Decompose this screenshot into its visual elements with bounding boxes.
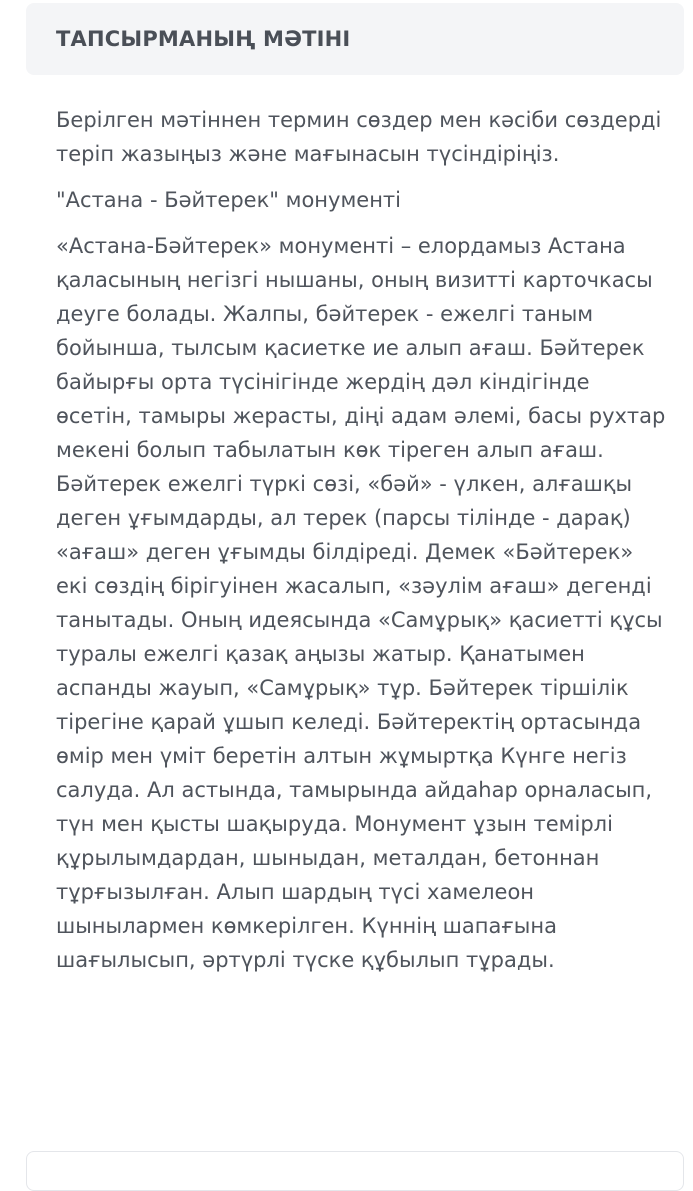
task-title: ТАПСЫРМАНЫҢ МӘТІНІ (56, 27, 351, 51)
task-text (56, 103, 666, 989)
text-subtitle: "Астана - Бәйтерек" монументі (56, 188, 402, 212)
text-body: «Астана-Бәйтерек» монументі – елордамыз Астана қаласының негізгі нышаны, оның визитті карточкасы деуге болады. Жалпы, бәйтерек - ежелгі таным бойынша, тылсым қасиетке ие алып ағаш. Бәйтерек байырғы орта түсінігінде жердің дәл кіндігінде өсетін, тамыры жерасты, діңі адам әлемі, басы рухтар мекені болып табылатын көк тіреген алып ағаш. Бәйтерек ежелгі түркі сөзі, «бәй» - үлкен, алғашқы деген ұғымдарды, ал терек (парсы тілінде - дарақ) «ағаш» деген ұғымды білдіреді. Демек «Бәйтерек» екі сөздің бірігуінен жасалып, «зәулім ағаш» дегенді танытады. Оның идеясында «Самұрық» қасиетті құсы туралы ежелгі қазақ аңызы жатыр. Қанатымен аспанды жауып, «Самұрық» тұр. Бәйтерек тіршілік тірегіне қарай ұшып келеді. Бәйтеректің ортасында өмір мен үміт беретін алтын жұмыртқа Күнге негіз салуда. Ал астында, тамырында айдаһар орналасып, түн мен қысты шақыруда. Монумент ұзын темірлі құрылымдардан, шыныдан, металдан, бетоннан тұрғызылған. Алып шардың түсі хамелеон шынылармен көмкерілген. Күннің шапағына шағылысып, әртүрлі түске құбылып тұрады. (56, 234, 666, 972)
task-instruction: Берілген мәтіннен термин сөздер мен кәсіби сөздерді теріп жазыңыз және мағынасын түсіндіріңіз. (56, 108, 662, 166)
task-header (26, 3, 684, 75)
next-section-card (26, 1151, 684, 1191)
